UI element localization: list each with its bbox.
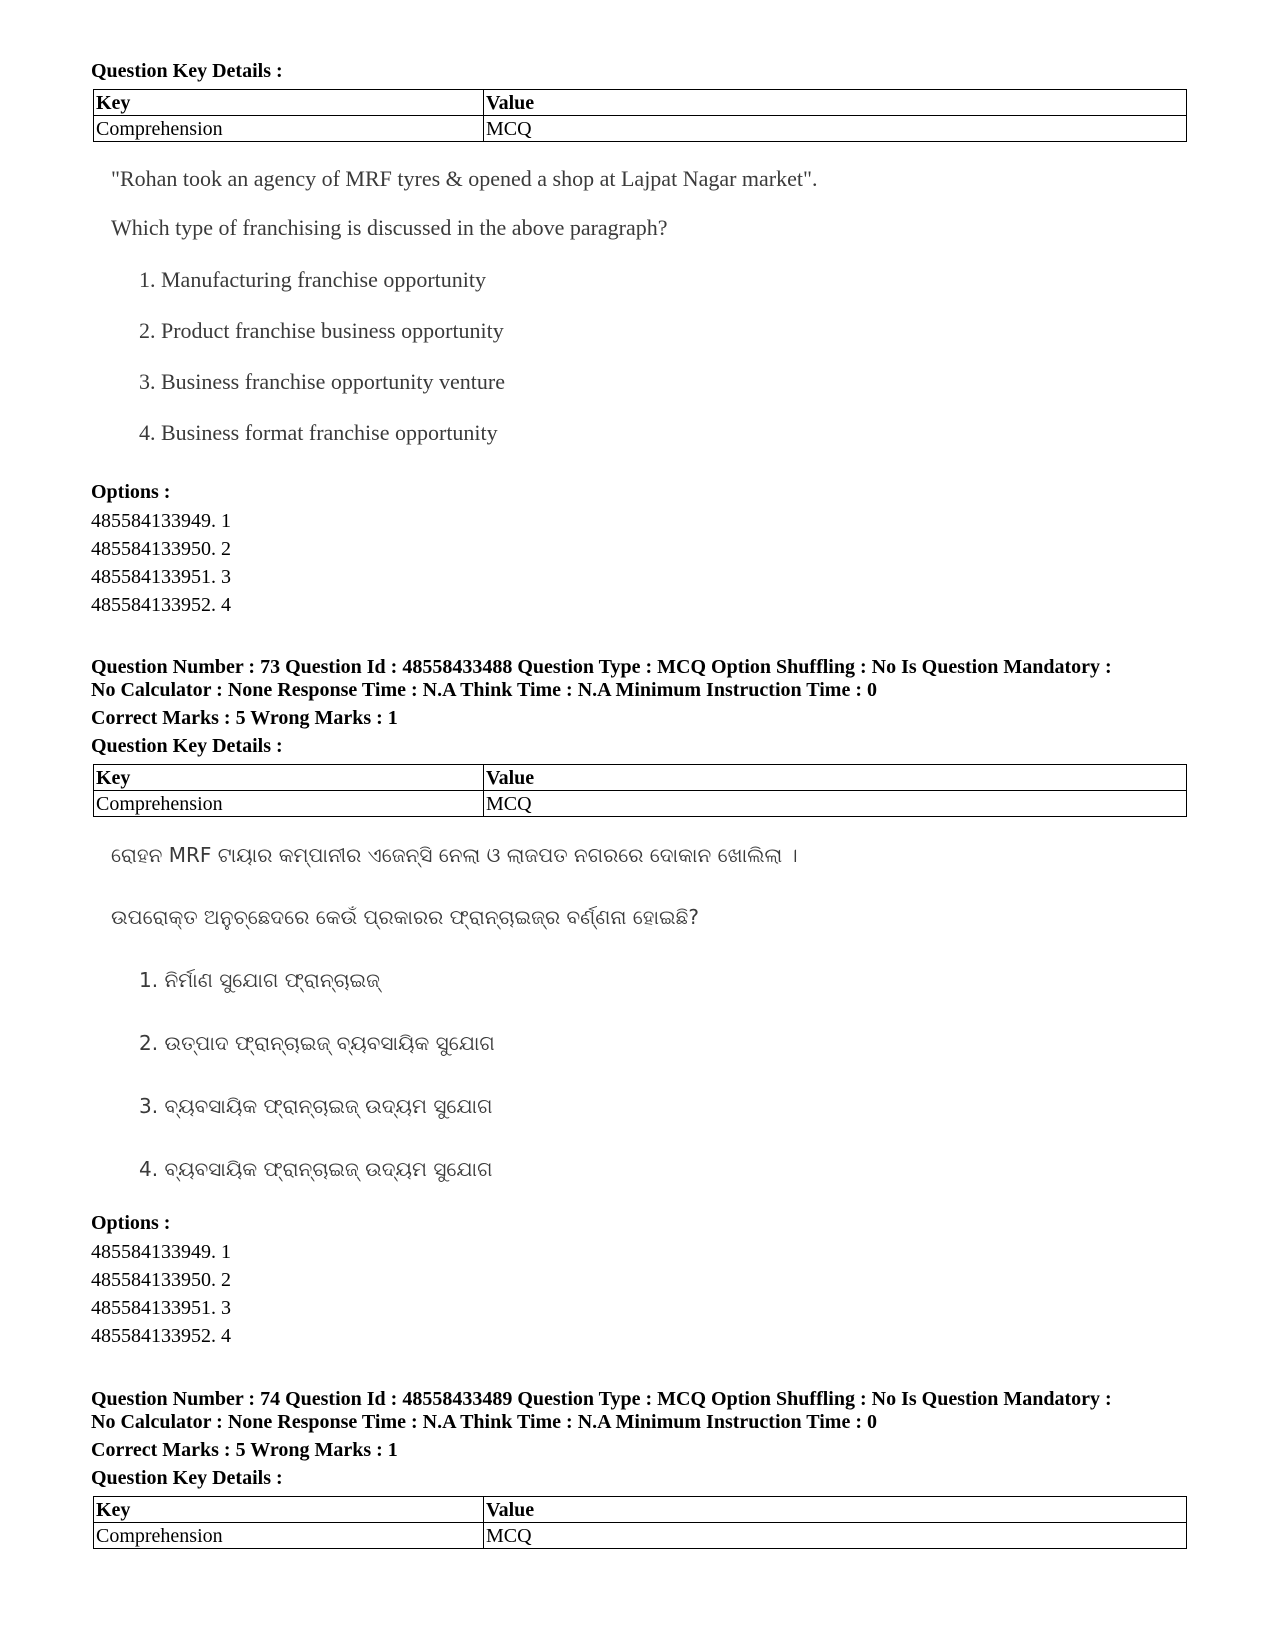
- answer-choice: 2. ଉତ୍ପାଦ ଫ୍ରାନ୍‌ଚାଇଜ୍ ବ୍ୟବସାୟିକ ସୁଯୋଗ: [139, 1031, 495, 1055]
- question-header-line2: No Calculator : None Response Time : N.A Think Time : N.A Minimum Instruction Time : 0: [91, 1411, 877, 1433]
- answer-choice: 3. ବ୍ୟବସାୟିକ ଫ୍ରାନ୍‌ଚାଇଜ୍ ଉଦ୍ୟମ ସୁଯୋଗ: [139, 1094, 493, 1118]
- table-cell-value: MCQ: [484, 791, 1187, 817]
- option-item: 485584133949. 1: [91, 510, 231, 532]
- answer-choice: 2. Product franchise business opportunity: [139, 318, 504, 343]
- question-text: ଉପରୋକ୍ତ ଅନୁଚ୍ଛେଦରେ କେଉଁ ପ୍ରକାରର ଫ୍ରାନ୍‌ଚାଇଜ୍‌ର ବର୍ଣ୍ଣନା ହୋଇଛି?: [111, 905, 699, 929]
- question-text: Which type of franchising is discussed in the above paragraph?: [111, 215, 668, 240]
- marks-line: Correct Marks : 5 Wrong Marks : 1: [91, 707, 398, 729]
- table-cell-key: Comprehension: [94, 791, 484, 817]
- answer-choice: 4. ବ୍ୟବସାୟିକ ଫ୍ରାନ୍‌ଚାଇଜ୍ ଉଦ୍ୟମ ସୁଯୋଗ: [139, 1157, 493, 1181]
- table-cell-key: Comprehension: [94, 116, 484, 142]
- answer-choice: 1. ନିର୍ମାଣ ସୁଯୋଗ ଫ୍ରାନ୍‌ଚାଇଜ୍: [139, 968, 380, 992]
- question-passage: "Rohan took an agency of MRF tyres & opened a shop at Lajpat Nagar market".: [111, 166, 818, 191]
- option-item: 485584133950. 2: [91, 1269, 231, 1291]
- table-cell-key: Comprehension: [94, 1523, 484, 1549]
- key-details-label: Question Key Details :: [91, 735, 283, 757]
- key-details-label: Question Key Details :: [91, 60, 283, 82]
- table-row: [94, 1523, 1187, 1549]
- key-value-table: [93, 1496, 1187, 1549]
- table-cell-value: MCQ: [484, 116, 1187, 142]
- table-header-key: Key: [94, 765, 484, 791]
- table-header-row: [94, 1497, 1187, 1523]
- table-header-row: [94, 90, 1187, 116]
- table-row: [94, 116, 1187, 142]
- option-item: 485584133952. 4: [91, 594, 231, 616]
- answer-choice: 1. Manufacturing franchise opportunity: [139, 267, 487, 292]
- key-details-label: Question Key Details :: [91, 1467, 283, 1489]
- table-header-value: Value: [484, 1497, 1187, 1523]
- question-header-line2: No Calculator : None Response Time : N.A Think Time : N.A Minimum Instruction Time : 0: [91, 679, 877, 701]
- option-item: 485584133949. 1: [91, 1241, 231, 1263]
- option-item: 485584133952. 4: [91, 1325, 231, 1347]
- table-header-value: Value: [484, 90, 1187, 116]
- question-header-line1: Question Number : 73 Question Id : 48558433488 Question Type : MCQ Option Shuffling : No Is Question Mandatory :: [91, 656, 1112, 678]
- table-header-value: Value: [484, 765, 1187, 791]
- answer-choice: 3. Business franchise opportunity venture: [139, 369, 505, 394]
- key-value-table: [93, 89, 1187, 142]
- option-item: 485584133951. 3: [91, 566, 231, 588]
- question-header-line1: Question Number : 74 Question Id : 48558433489 Question Type : MCQ Option Shuffling : No Is Question Mandatory :: [91, 1388, 1112, 1410]
- options-label: Options :: [91, 1212, 171, 1234]
- answer-choice: 4. Business format franchise opportunity: [139, 420, 498, 445]
- table-header-key: Key: [94, 90, 484, 116]
- table-header-row: [94, 765, 1187, 791]
- table-row: [94, 791, 1187, 817]
- option-item: 485584133950. 2: [91, 538, 231, 560]
- question-passage: ରୋହନ MRF ଟାୟାର କମ୍ପାନୀର ଏଜେନ୍ସି ନେଲା ଓ ଲାଜପତ ନଗରରେ ଦୋକାନ ଖୋଲିଲା ।: [111, 843, 798, 867]
- marks-line: Correct Marks : 5 Wrong Marks : 1: [91, 1439, 398, 1461]
- key-value-table: [93, 764, 1187, 817]
- option-item: 485584133951. 3: [91, 1297, 231, 1319]
- table-header-key: Key: [94, 1497, 484, 1523]
- options-label: Options :: [91, 481, 171, 503]
- table-cell-value: MCQ: [484, 1523, 1187, 1549]
